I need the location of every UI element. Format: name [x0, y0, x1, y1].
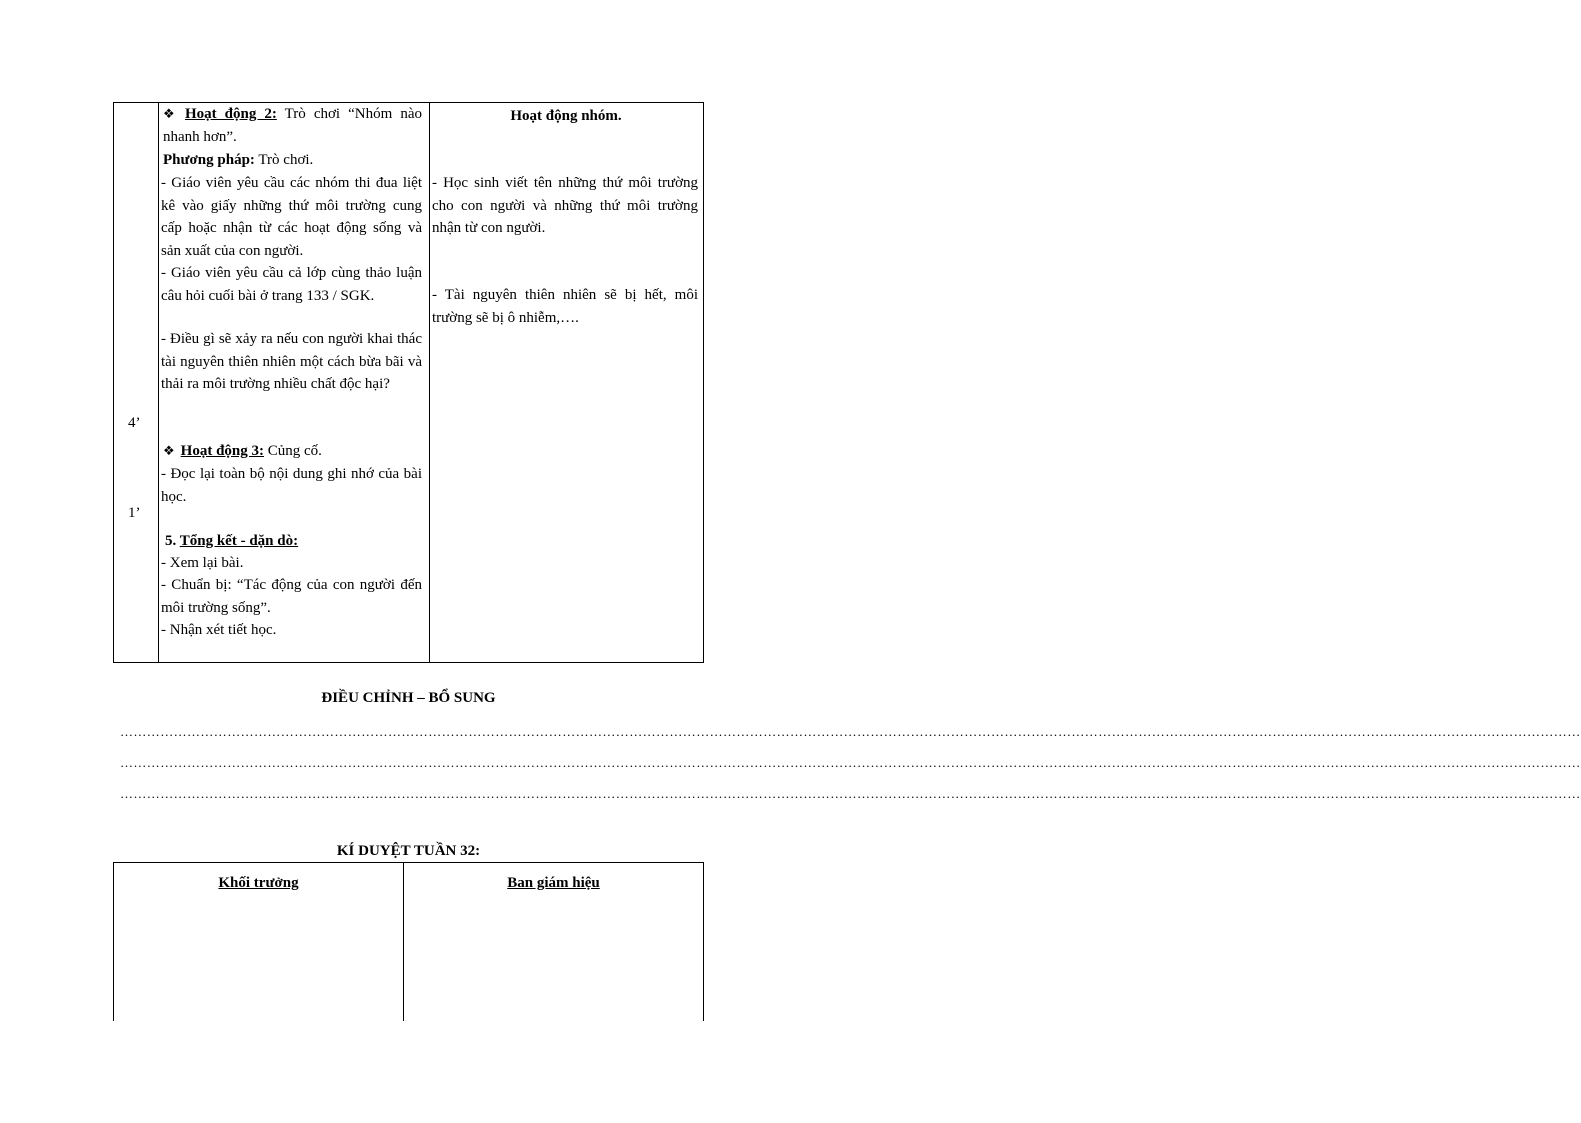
activity-2-para-3: - Điều gì sẽ xảy ra nếu con người khai thác tài nguyên thiên nhiên một cách bừa bãi và thải ra môi trường nhiều chất độc hại? — [161, 331, 422, 392]
table-left-border — [113, 102, 114, 663]
activity-3-para-1: - Đọc lại toàn bộ nội dung ghi nhớ của bài học. — [161, 466, 422, 505]
approval-top-border — [113, 862, 704, 863]
activity-3-heading — [163, 440, 422, 463]
diamond-bullet-icon: ❖ — [163, 106, 179, 121]
table-col-divider-2 — [429, 102, 430, 663]
student-para-1: - Học sinh viết tên những thứ môi trường cho con người và những thứ môi trường nhận từ con người. — [432, 175, 698, 236]
adjust-dotted-line: ………………………………………………………………………………………………………………………………………………………………………………………………………………………………………………………………………………………………… — [120, 755, 1581, 770]
activity-2-para-2: - Giáo viên yêu cầu cả lớp cùng thảo luận câu hỏi cuối bài ở trang 133 / SGK. — [161, 265, 422, 304]
method-line — [163, 149, 422, 172]
approval-title: KÍ DUYỆT TUẦN 32: — [336, 843, 481, 859]
activity-2-para-1: - Giáo viên yêu cầu các nhóm thi đua liệt kê vào giấy những thứ môi trường cung cấp hoặc nhận từ các hoạt động sống và sản xuất của con người. — [161, 175, 422, 259]
summary-item: - Chuẩn bị: “Tác động của con người đến môi trường sống”. — [161, 577, 422, 616]
adjust-dotted-line: ………………………………………………………………………………………………………………………………………………………………………………………………………………………………………………………………………………………………… — [120, 786, 1581, 801]
activity-2-heading — [163, 103, 422, 148]
time-activity-3: 4’ — [128, 415, 141, 431]
summary-item: - Xem lại bài. — [161, 555, 244, 571]
method-label: Phương pháp: — [163, 152, 255, 168]
table-right-border — [703, 102, 704, 663]
summary-title: Tổng kết - dặn dò: — [179, 533, 299, 549]
diamond-bullet-icon: ❖ — [163, 443, 175, 458]
summary-item: - Nhận xét tiết học. — [161, 622, 277, 638]
student-heading: Hoạt động nhóm. — [510, 108, 622, 124]
summary-heading — [165, 530, 422, 553]
approval-col-head-1: Khối trưởng — [218, 875, 299, 891]
adjust-title: ĐIỀU CHỈNH – BỔ SUNG — [321, 690, 496, 706]
approval-col-head-2: Ban giám hiệu — [507, 875, 600, 891]
activity-3-text: Củng cố. — [264, 443, 322, 459]
method-text: Trò chơi. — [254, 152, 314, 168]
table-bottom-border — [113, 662, 704, 663]
activity-3-title: Hoạt động 3: — [180, 443, 264, 459]
time-summary: 1’ — [128, 505, 141, 521]
approval-right-border — [703, 862, 704, 1021]
summary-number: 5. — [165, 533, 180, 549]
activity-2-title: Hoạt động 2: — [184, 106, 277, 122]
student-para-2: - Tài nguyên thiên nhiên sẽ bị hết, môi trường sẽ bị ô nhiễm,…. — [432, 287, 698, 326]
table-col-divider-1 — [158, 102, 159, 663]
adjust-dotted-line: ………………………………………………………………………………………………………………………………………………………………………………………………………………………………………………………………………………………………… — [120, 724, 1581, 739]
activity-2-text: Trò chơi “Nhóm nào nhanh hơn”. — [163, 106, 423, 145]
